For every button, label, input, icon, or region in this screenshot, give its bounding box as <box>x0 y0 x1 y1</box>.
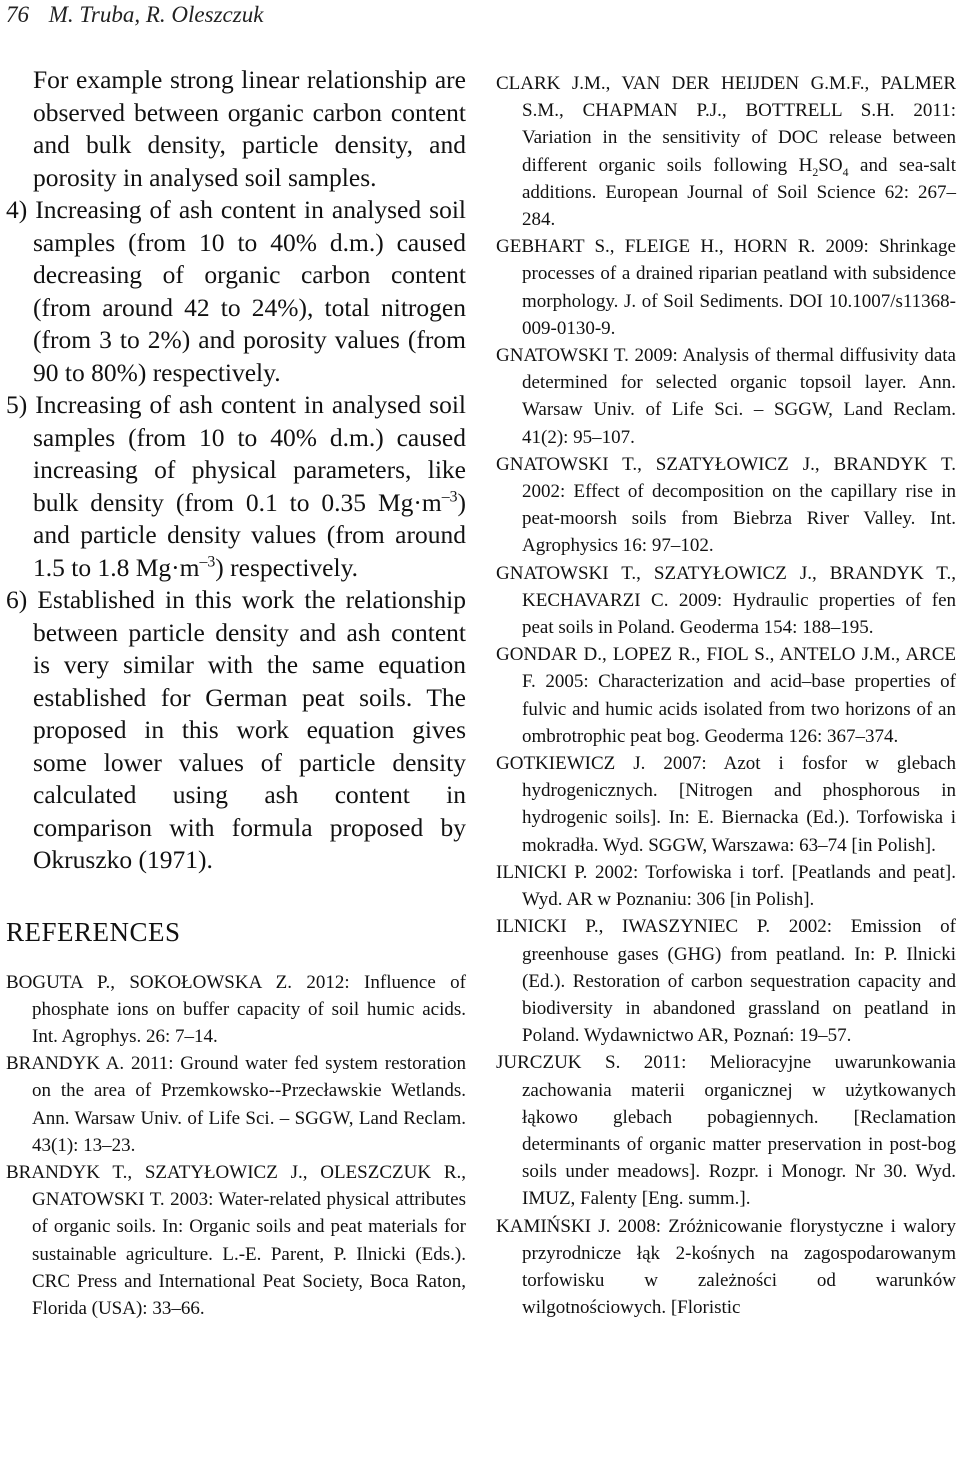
running-header <box>6 2 263 28</box>
reference-item: ILNICKI P. 2002: Torfowiska i torf. [Peatlands and peat]. Wyd. AR w Poznaniu: 306 [in Polish]. <box>496 861 956 911</box>
reference-item: GONDAR D., LOPEZ R., FIOL S., ANTELO J.M., ARCE F. 2005: Characterization and acid–base properties of fulvic and humic acids isolated from two horizons of an ombrotrophic peat bog. Geoderma 126: 367–374. <box>496 644 956 747</box>
reference-item: GEBHART S., FLEIGE H., HORN R. 2009: Shrinkage processes of a drained riparian peatland with subsidence morphology. J. of Soil Sediments. DOI 10.1007/s11368-009-0130-9. <box>496 236 956 339</box>
reference-item: GNATOWSKI T., SZATYŁOWICZ J., BRANDYK T., KECHAVARZI C. 2009: Hydraulic properties of fen peat soils in Poland. Geoderma 154: 188–195. <box>496 562 956 639</box>
reference-item: GOTKIEWICZ J. 2007: Azot i fosfor w glebach hydrogenicznych. [Nitrogen and phosphorous in hydrogenic soils]. In: E. Biernacka (Ed.). Torfowiska i mokradła. Wyd. SGGW, Warszawa: 63–74 [in Polish]. <box>496 753 956 856</box>
subscript: 4 <box>842 165 849 179</box>
conclusion-item-5 <box>6 389 466 584</box>
reference-item: KAMIŃSKI J. 2008: Zróżnicowanie florystyczne i walory przyrodnicze łąk 2-kośnych na zagospodarowanym torfowisku w zależności od warunków wilgotnościowych. [Floristic <box>496 1215 956 1319</box>
page-number: 76 <box>6 2 29 27</box>
conclusion-item-4: 4) Increasing of ash content in analysed soil samples (from 10 to 40% d.m.) caused decreasing of organic carbon content (from around 42 to 24%), total nitrogen (from 3 to 2%) and porosity values (from 90 to 80%) respectively. <box>6 195 466 387</box>
conclusion-5-part1: 5) Increasing of ash content in analysed soil samples (from 10 to 40% d.m.) caused increasing of physical parameters, like bulk density (from 0.1 to 0.35 Mg·m <box>6 390 466 517</box>
reference-item: JURCZUK S. 2011: Melioracyjne uwarunkowania zachowania materii organicznej w użytkowanych łąkowo glebach pobagiennych. [Reclamation determinants of organic matter preservation in post-bog soils under meadows]. Rozpr. i Monogr. Nr 30. Wyd. IMUZ, Falenty [Eng. summ.]. <box>496 1052 956 1210</box>
intro-paragraph: For example strong linear relationship are observed between organic carbon content and bulk density, particle density, and porosity in analysed soil samples. <box>33 65 466 192</box>
reference-item: BRANDYK T., SZATYŁOWICZ J., OLESZCZUK R., GNATOWSKI T. 2003: Water-related physical attributes of organic soils. In: Organic soils and peat materials for sustainable agriculture. L.-E. Parent, P. Ilnicki (Eds.). CRC Press and International Peat Society, Boca Raton, Florida (USA): 33–66. <box>6 1161 466 1319</box>
running-header-authors: M. Truba, R. Oleszczuk <box>48 2 264 27</box>
references-list-left <box>6 969 466 1323</box>
clark-part1: CLARK J.M., VAN DER HEIJDEN G.M.F., PALMER S.M., CHAPMAN P.J., BOTTRELL S.H. 2011: Variation in the sensitivity of DOC release between different organic soils following H <box>496 73 956 176</box>
unit-exponent: –3 <box>441 488 458 505</box>
reference-item: GNATOWSKI T., SZATYŁOWICZ J., BRANDYK T. 2002: Effect of decomposition on the capillary rise in peat-moorsh soils from Biebrza River Valley. Int. Agrophysics 16: 97–102. <box>496 453 956 557</box>
unit-exponent: –3 <box>199 553 216 570</box>
reference-item: ILNICKI P., IWASZYNIEC P. 2002: Emission of greenhouse gases (GHG) from peatland. In: P. Ilnicki (Ed.). Restoration of carbon sequestration capacity and biodiversity in abandoned grassland on peatland in Poland. Wydawnictwo AR, Poznań: 19–57. <box>496 916 956 1047</box>
references-list-right <box>496 70 956 1321</box>
conclusions-list <box>6 194 466 877</box>
left-column <box>6 64 466 1322</box>
conclusion-item-6: 6) Established in this work the relationship between particle density and ash content is very similar with the same equation established for German peat soils. The proposed in this work equation gives some lower values of particle density calculated using ash content in comparison with formula proposed by Okruszko (1971). <box>6 585 466 874</box>
references-heading: REFERENCES <box>6 916 181 947</box>
clark-part3: and sea-salt additions. European Journal of Soil Science 62: 267–284. <box>522 154 956 231</box>
reference-item: BOGUTA P., SOKOŁOWSKA Z. 2012: Influence of phosphate ions on buffer capacity of soil humic acids. Int. Agrophys. 26: 7–14. <box>6 971 466 1047</box>
conclusion-5-part3: ) respectively. <box>215 552 359 582</box>
conclusion-5-part2: ) and particle density values (from around 1.5 to 1.8 Mg·m <box>33 487 466 582</box>
right-column <box>496 70 956 1321</box>
reference-item: BRANDYK A. 2011: Ground water fed system restoration on the area of Przemkowsko--Przecławskie Wetlands. Ann. Warsaw Univ. of Life Sci. – SGGW, Land Reclam. 43(1): 13–23. <box>6 1053 466 1156</box>
subscript: 2 <box>812 165 819 179</box>
clark-part2: SO <box>818 154 843 176</box>
reference-item: GNATOWSKI T. 2009: Analysis of thermal diffusivity data determined for selected organic topsoil layer. Ann. Warsaw Univ. of Life Sci. – SGGW, Land Reclam. 41(2): 95–107. <box>496 345 956 448</box>
reference-item-clark <box>496 70 956 233</box>
